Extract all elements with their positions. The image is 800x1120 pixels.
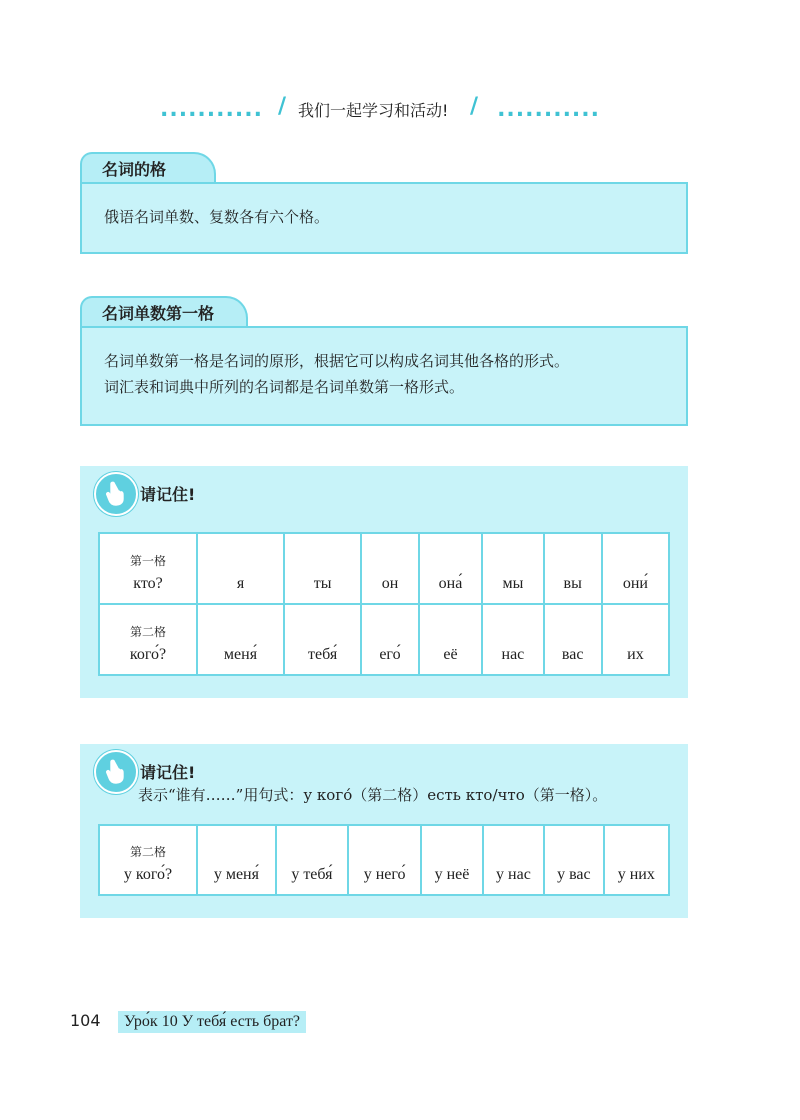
- table-cell: у нас: [483, 825, 544, 895]
- section2-line-1: 名词单数第一格是名词的原形，根据它可以构成名词其他各格的形式。: [104, 352, 570, 370]
- table-cell: вы: [544, 533, 602, 604]
- table-cell: он: [361, 533, 419, 604]
- table-cell: она́: [419, 533, 483, 604]
- section2-box: [80, 326, 688, 426]
- case-question: кого́?: [129, 646, 167, 663]
- table-cell: её: [419, 604, 483, 675]
- case-label: 第二格: [129, 625, 166, 639]
- lesson-title: Уро́к 10 У тебя́ есть брат?: [118, 1011, 306, 1033]
- section1-box: [80, 182, 688, 254]
- header-slash-right: /: [470, 94, 479, 119]
- table-cell: меня́: [197, 604, 284, 675]
- remember-note: 表示“谁有……”用句式：у кого́（第二格）есть кто/что（第一格）。: [138, 786, 608, 804]
- case-question: кто?: [133, 575, 163, 592]
- header-slash-left: /: [278, 94, 287, 119]
- remember-panel-2: [80, 744, 688, 918]
- row-header-cell: [99, 533, 197, 604]
- table-cell: у меня́: [197, 825, 276, 895]
- page-number: 104: [70, 1011, 101, 1030]
- table-cell: у них: [604, 825, 669, 895]
- remember-title-2: 请记住!: [140, 763, 196, 782]
- header-dots-left: ...........: [160, 97, 263, 122]
- remember-panel-1: [80, 466, 688, 698]
- table-cell: мы: [482, 533, 543, 604]
- table-cell: у него́: [348, 825, 421, 895]
- pronoun-table-2: [98, 824, 670, 896]
- pronoun-table-1: [98, 532, 670, 676]
- table-cell: ты: [284, 533, 361, 604]
- table-row: [99, 604, 669, 675]
- row-header-cell: [99, 825, 197, 895]
- remember-title-1: 请记住!: [140, 485, 196, 504]
- hand-pointer-icon: [94, 750, 138, 794]
- case-label: 第二格: [129, 845, 166, 859]
- table-cell: у тебя́: [276, 825, 348, 895]
- section-header: [160, 94, 600, 124]
- case-label: 第一格: [129, 554, 166, 568]
- header-title: 我们一起学习和活动!: [298, 101, 449, 120]
- section1-text: 俄语名词单数、复数各有六个格。: [104, 208, 330, 226]
- header-dots-right: ...........: [497, 97, 600, 122]
- table-cell: у вас: [544, 825, 603, 895]
- table-cell: они́: [602, 533, 669, 604]
- table-cell: у неё: [421, 825, 482, 895]
- table-cell: его́: [361, 604, 419, 675]
- row-header-cell: [99, 604, 197, 675]
- table-cell: тебя́: [284, 604, 361, 675]
- table-cell: вас: [544, 604, 602, 675]
- section1-tab: 名词的格: [80, 152, 216, 184]
- table-row: [99, 533, 669, 604]
- table-cell: нас: [482, 604, 543, 675]
- table-cell: их: [602, 604, 669, 675]
- section2-tab: 名词单数第一格: [80, 296, 248, 328]
- table-row: [99, 825, 669, 895]
- table-cell: я: [197, 533, 284, 604]
- case-question: у кого́?: [123, 866, 173, 883]
- hand-pointer-icon: [94, 472, 138, 516]
- section2-line-2: 词汇表和词典中所列的名词都是名词单数第一格形式。: [104, 378, 465, 396]
